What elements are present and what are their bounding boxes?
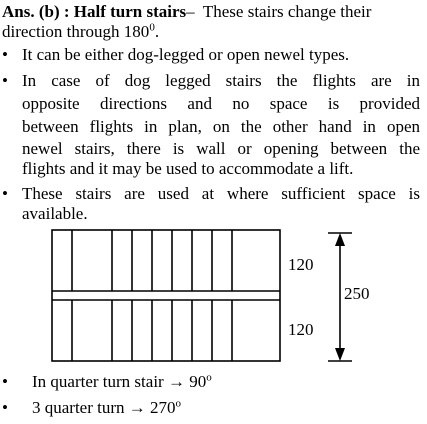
note-quarter-turn (32, 372, 212, 392)
note-2-value: 270 (150, 398, 176, 417)
degree-sup: 0 (149, 21, 155, 34)
bullet-2-line-3: between flights in plan, on the other hand in open (22, 117, 420, 136)
dim-upper-label: 120 (288, 255, 314, 274)
bullet-icon: • (2, 184, 8, 203)
bullet-1-line-1: It can be either dog-legged or open newel types. (22, 45, 350, 64)
arrow-up-icon (335, 233, 345, 246)
heading-dash: – (186, 2, 195, 21)
bullet-icon: • (2, 71, 8, 90)
heading-line2-end: . (154, 22, 160, 41)
heading-text: These stairs change their (202, 2, 372, 21)
bullet-2-line-4: newel stairs, there is wall or opening between the (22, 139, 420, 158)
heading-line2-text: direction through 180 (2, 22, 150, 41)
dim-total-label: 250 (344, 284, 370, 303)
bullet-3-line-2: available. (22, 204, 88, 223)
arrow-down-icon (335, 348, 345, 361)
bullet-3-line-1: These stairs are used at where sufficient space is (22, 184, 420, 203)
bullet-icon: • (2, 398, 8, 417)
right-arrow-icon: → (167, 372, 185, 391)
note-2-text: 3 quarter turn (32, 398, 129, 417)
right-arrow-icon: → (128, 398, 146, 417)
bullet-2-line-1: In case of dog legged stairs the flights are in (22, 71, 420, 90)
answer-heading: Ans. (b) : Half turn stairs (2, 2, 187, 21)
bullet-icon: • (2, 45, 8, 64)
upper-flight-treads (72, 230, 232, 291)
note-three-quarter-turn (32, 398, 181, 418)
note-1-text: In quarter turn stair (32, 372, 168, 391)
lower-flight-treads (72, 300, 232, 361)
degree-sup: o (175, 397, 182, 410)
degree-sup: o (206, 371, 212, 384)
note-1-value: 90 (189, 372, 207, 391)
bullet-2-line-2: opposite directions and no space is provided (22, 94, 420, 113)
stair-outline (52, 230, 280, 361)
bullet-2-line-5: flights and it may be used to accommodate a lift. (22, 159, 354, 178)
dim-lower-label: 120 (288, 320, 314, 339)
bullet-icon: • (2, 372, 8, 391)
